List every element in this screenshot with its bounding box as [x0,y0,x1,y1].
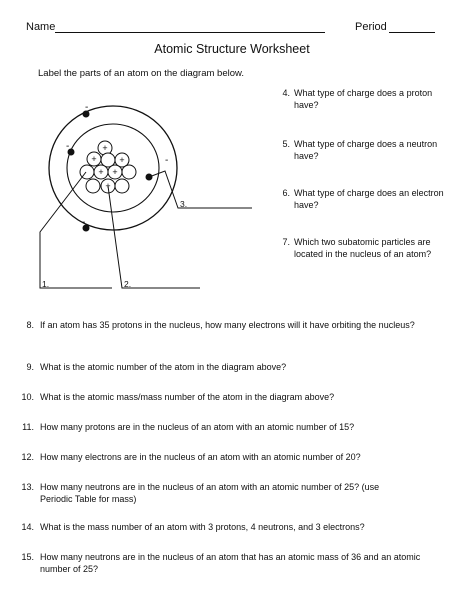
particle [86,179,100,193]
name-label: Name [26,21,56,33]
page-title: Atomic Structure Worksheet [154,42,310,56]
electron-sign: - [82,217,86,228]
particle [122,165,136,179]
electron-sign: - [165,155,169,166]
question-4: 4. What type of charge does a proton have? [282,88,433,110]
question-5: 5. What type of charge does a neutron have? [282,139,438,161]
proton-sign: + [102,143,108,153]
proton-sign: + [119,155,125,165]
question-6: 6. What type of charge does an electron have? [282,188,444,210]
label-1: 1. [42,279,50,289]
proton-sign: + [112,167,118,177]
question-7: 7. Which two subatomic particles are located in the nucleus of an atom? [282,237,432,259]
electron-sign: - [66,141,70,152]
proton-sign: + [105,181,111,191]
proton-sign: + [91,154,97,164]
proton-sign: + [98,167,104,177]
electron-sign: - [85,102,89,113]
label-3: 3. [180,199,188,209]
leader-line-3 [149,171,252,208]
instructions: Label the parts of an atom on the diagram below. [38,68,244,79]
label-2: 2. [124,279,132,289]
leader-line-1 [40,172,112,288]
period-label: Period [355,21,387,33]
particle [115,179,129,193]
